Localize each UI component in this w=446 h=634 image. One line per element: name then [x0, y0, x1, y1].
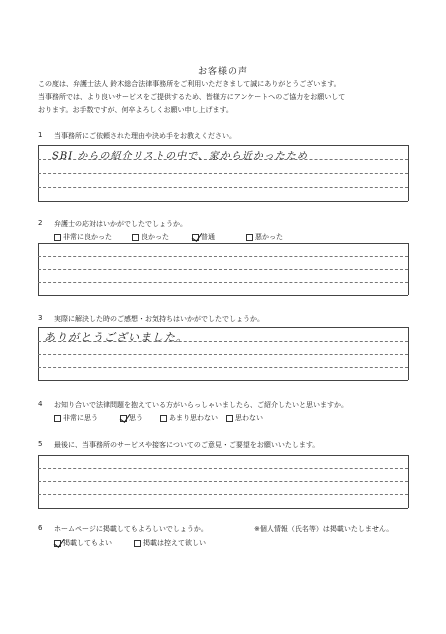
checkbox[interactable]: [54, 415, 61, 422]
q1-question: 当事務所にご依頼された理由や決め手をお教えください。: [54, 132, 236, 140]
q6-question: ホームページに掲載してもよろしいでしょうか。: [54, 525, 208, 533]
q1-handwritten-answer: SBI からの紹介リストの中で、家から近かったため: [52, 151, 308, 162]
q4-option-strongly-agree[interactable]: 非常に思う: [54, 413, 98, 423]
q3-number: 3: [38, 314, 43, 322]
q6-number: 6: [38, 524, 43, 532]
intro-line-1: この度は、弁護士法人 鈴木総合法律事務所をご利用いただきまして誠にありがとうございます。: [38, 80, 341, 88]
q4-option-disagree[interactable]: 思わない: [226, 413, 263, 423]
page-title: お客様の声: [197, 67, 248, 77]
q2-option-normal[interactable]: 普通: [192, 232, 215, 242]
checkbox[interactable]: [132, 234, 139, 241]
q3-handwritten-answer: ありがとうございました。: [44, 331, 188, 344]
checkbox[interactable]: [54, 234, 61, 241]
intro-line-2: 当事務所では、より良いサービスをご提供するため、皆様方にアンケートへのご協力をお願いして: [38, 93, 346, 101]
q2-option-good[interactable]: 良かった: [132, 232, 169, 242]
q6-privacy-note: ※個人情報（氏名等）は掲載いたしません。: [254, 525, 394, 533]
q3-question: 実際に解決した時のご感想・お気持ちはいかがでしたでしょうか。: [54, 315, 264, 323]
q5-number: 5: [38, 440, 43, 448]
q4-option-not-much[interactable]: あまり思わない: [160, 413, 218, 423]
checkbox-checked[interactable]: [54, 540, 61, 547]
checkbox[interactable]: [160, 415, 167, 422]
q1-number: 1: [38, 131, 43, 139]
checkbox-checked[interactable]: [192, 234, 199, 241]
checkbox-checked[interactable]: [120, 415, 127, 422]
q2-option-very-good[interactable]: 非常に良かった: [54, 232, 112, 242]
q4-question: お知り合いで法律問題を抱えている方がいらっしゃいましたら、ご紹介したいと思いますか。: [54, 401, 348, 409]
checkbox[interactable]: [134, 540, 141, 547]
q4-option-agree[interactable]: 思う: [120, 413, 143, 423]
checkbox[interactable]: [246, 234, 253, 241]
checkbox[interactable]: [226, 415, 233, 422]
q5-question: 最後に、当事務所のサービスや接客についてのご意見・ご要望をお願いいたします。: [54, 441, 320, 449]
q2-option-bad[interactable]: 悪かった: [246, 232, 283, 242]
q6-option-allow[interactable]: 掲載してもよい: [54, 538, 112, 548]
q4-number: 4: [38, 400, 43, 408]
q6-option-decline[interactable]: 掲載は控えて欲しい: [134, 538, 206, 548]
intro-line-3: おります。お手数ですが、何卒よろしくお願い申し上げます。: [38, 106, 233, 114]
q2-question: 弁護士の応対はいかがでしたでしょうか。: [54, 220, 187, 228]
q2-number: 2: [38, 219, 43, 227]
